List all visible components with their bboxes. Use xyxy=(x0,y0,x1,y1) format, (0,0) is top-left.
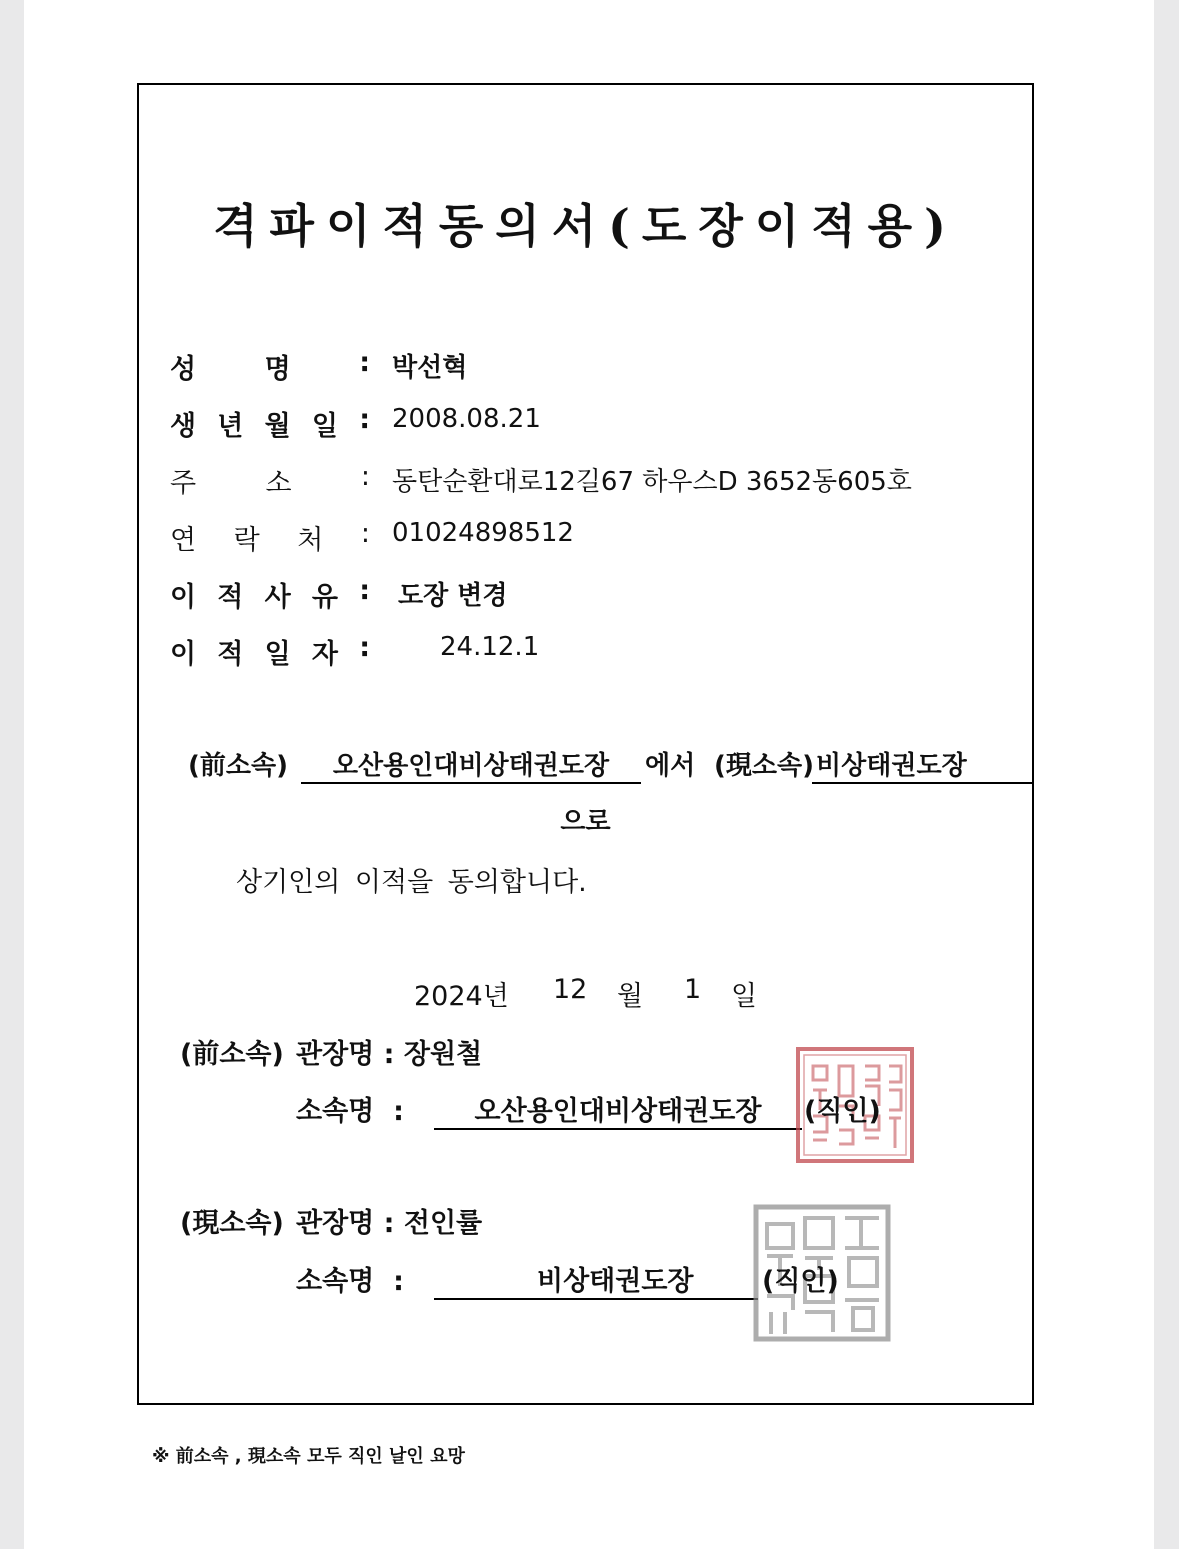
cur-sign-prefix: (現소속) xyxy=(180,1208,284,1239)
transfer-date-value: 24.12.1 xyxy=(440,632,540,662)
cur-sign-dojo-underline xyxy=(434,1259,758,1300)
cur-dojo-underline xyxy=(812,745,1034,784)
cur-director-name: 전인률 xyxy=(403,1208,483,1239)
cur-seal-label: (직인) xyxy=(762,1266,839,1297)
address-value: 동탄순환대로12길67 하우스D 3652동605호 xyxy=(392,467,912,497)
sign-month-unit: 월 xyxy=(617,981,644,1012)
sign-day: 1 xyxy=(684,974,702,1005)
document-title: 격파이적동의서(도장이적용) xyxy=(213,199,958,253)
prev-affiliation-prefix: (前소속) xyxy=(188,751,288,781)
cur-sign-dojo-name: 비상태권도장 xyxy=(434,1259,758,1300)
cur-dojo-label: 소속명 : xyxy=(296,1266,404,1297)
prev-sign-dojo-name: 오산용인대비상태권도장 xyxy=(434,1089,802,1130)
prev-dojo-label: 소속명 : xyxy=(296,1096,404,1127)
consent-text: 상기인의 이적을 동의합니다. xyxy=(236,867,587,898)
reason-value: 도장 변경 xyxy=(398,581,508,611)
reason-label: 이 적 사 유 : xyxy=(170,575,370,613)
sign-year: 2024년 xyxy=(414,981,509,1012)
prev-seal-label: (직인) xyxy=(804,1096,881,1127)
contact-value: 01024898512 xyxy=(392,518,574,548)
name-label: 성 명 : xyxy=(170,347,370,385)
prev-dojo-underline xyxy=(301,745,641,784)
birth-value: 2008.08.21 xyxy=(392,404,541,434)
prev-dojo-name: 오산용인대비상태권도장 xyxy=(301,745,641,784)
footnote: ※ 前소속 , 現소속 모두 직인 날인 요망 xyxy=(152,1446,465,1467)
name-value: 박선혁 xyxy=(392,353,468,383)
sign-day-unit: 일 xyxy=(731,981,758,1012)
from-text: 에서 xyxy=(645,751,696,781)
to-text: 으로 xyxy=(560,807,611,837)
prev-director-label: 관장명 : 장원철 xyxy=(296,1039,483,1070)
contact-label: 연 락 처 : xyxy=(170,518,370,556)
sign-month: 12 xyxy=(553,974,588,1005)
birth-label: 생 년 월 일 : xyxy=(170,404,370,442)
prev-director-name: 장원철 xyxy=(403,1039,483,1070)
cur-director-label: 관장명 : 전인률 xyxy=(296,1208,483,1239)
prev-sign-prefix: (前소속) xyxy=(180,1039,284,1070)
address-label: 주 소 : xyxy=(170,461,370,499)
transfer-date-label: 이 적 일 자 : xyxy=(170,632,370,670)
cur-affiliation-prefix: (現소속) xyxy=(714,751,814,781)
prev-sign-dojo-underline xyxy=(434,1089,802,1130)
cur-dojo-name: 비상태권도장 xyxy=(812,745,1034,784)
